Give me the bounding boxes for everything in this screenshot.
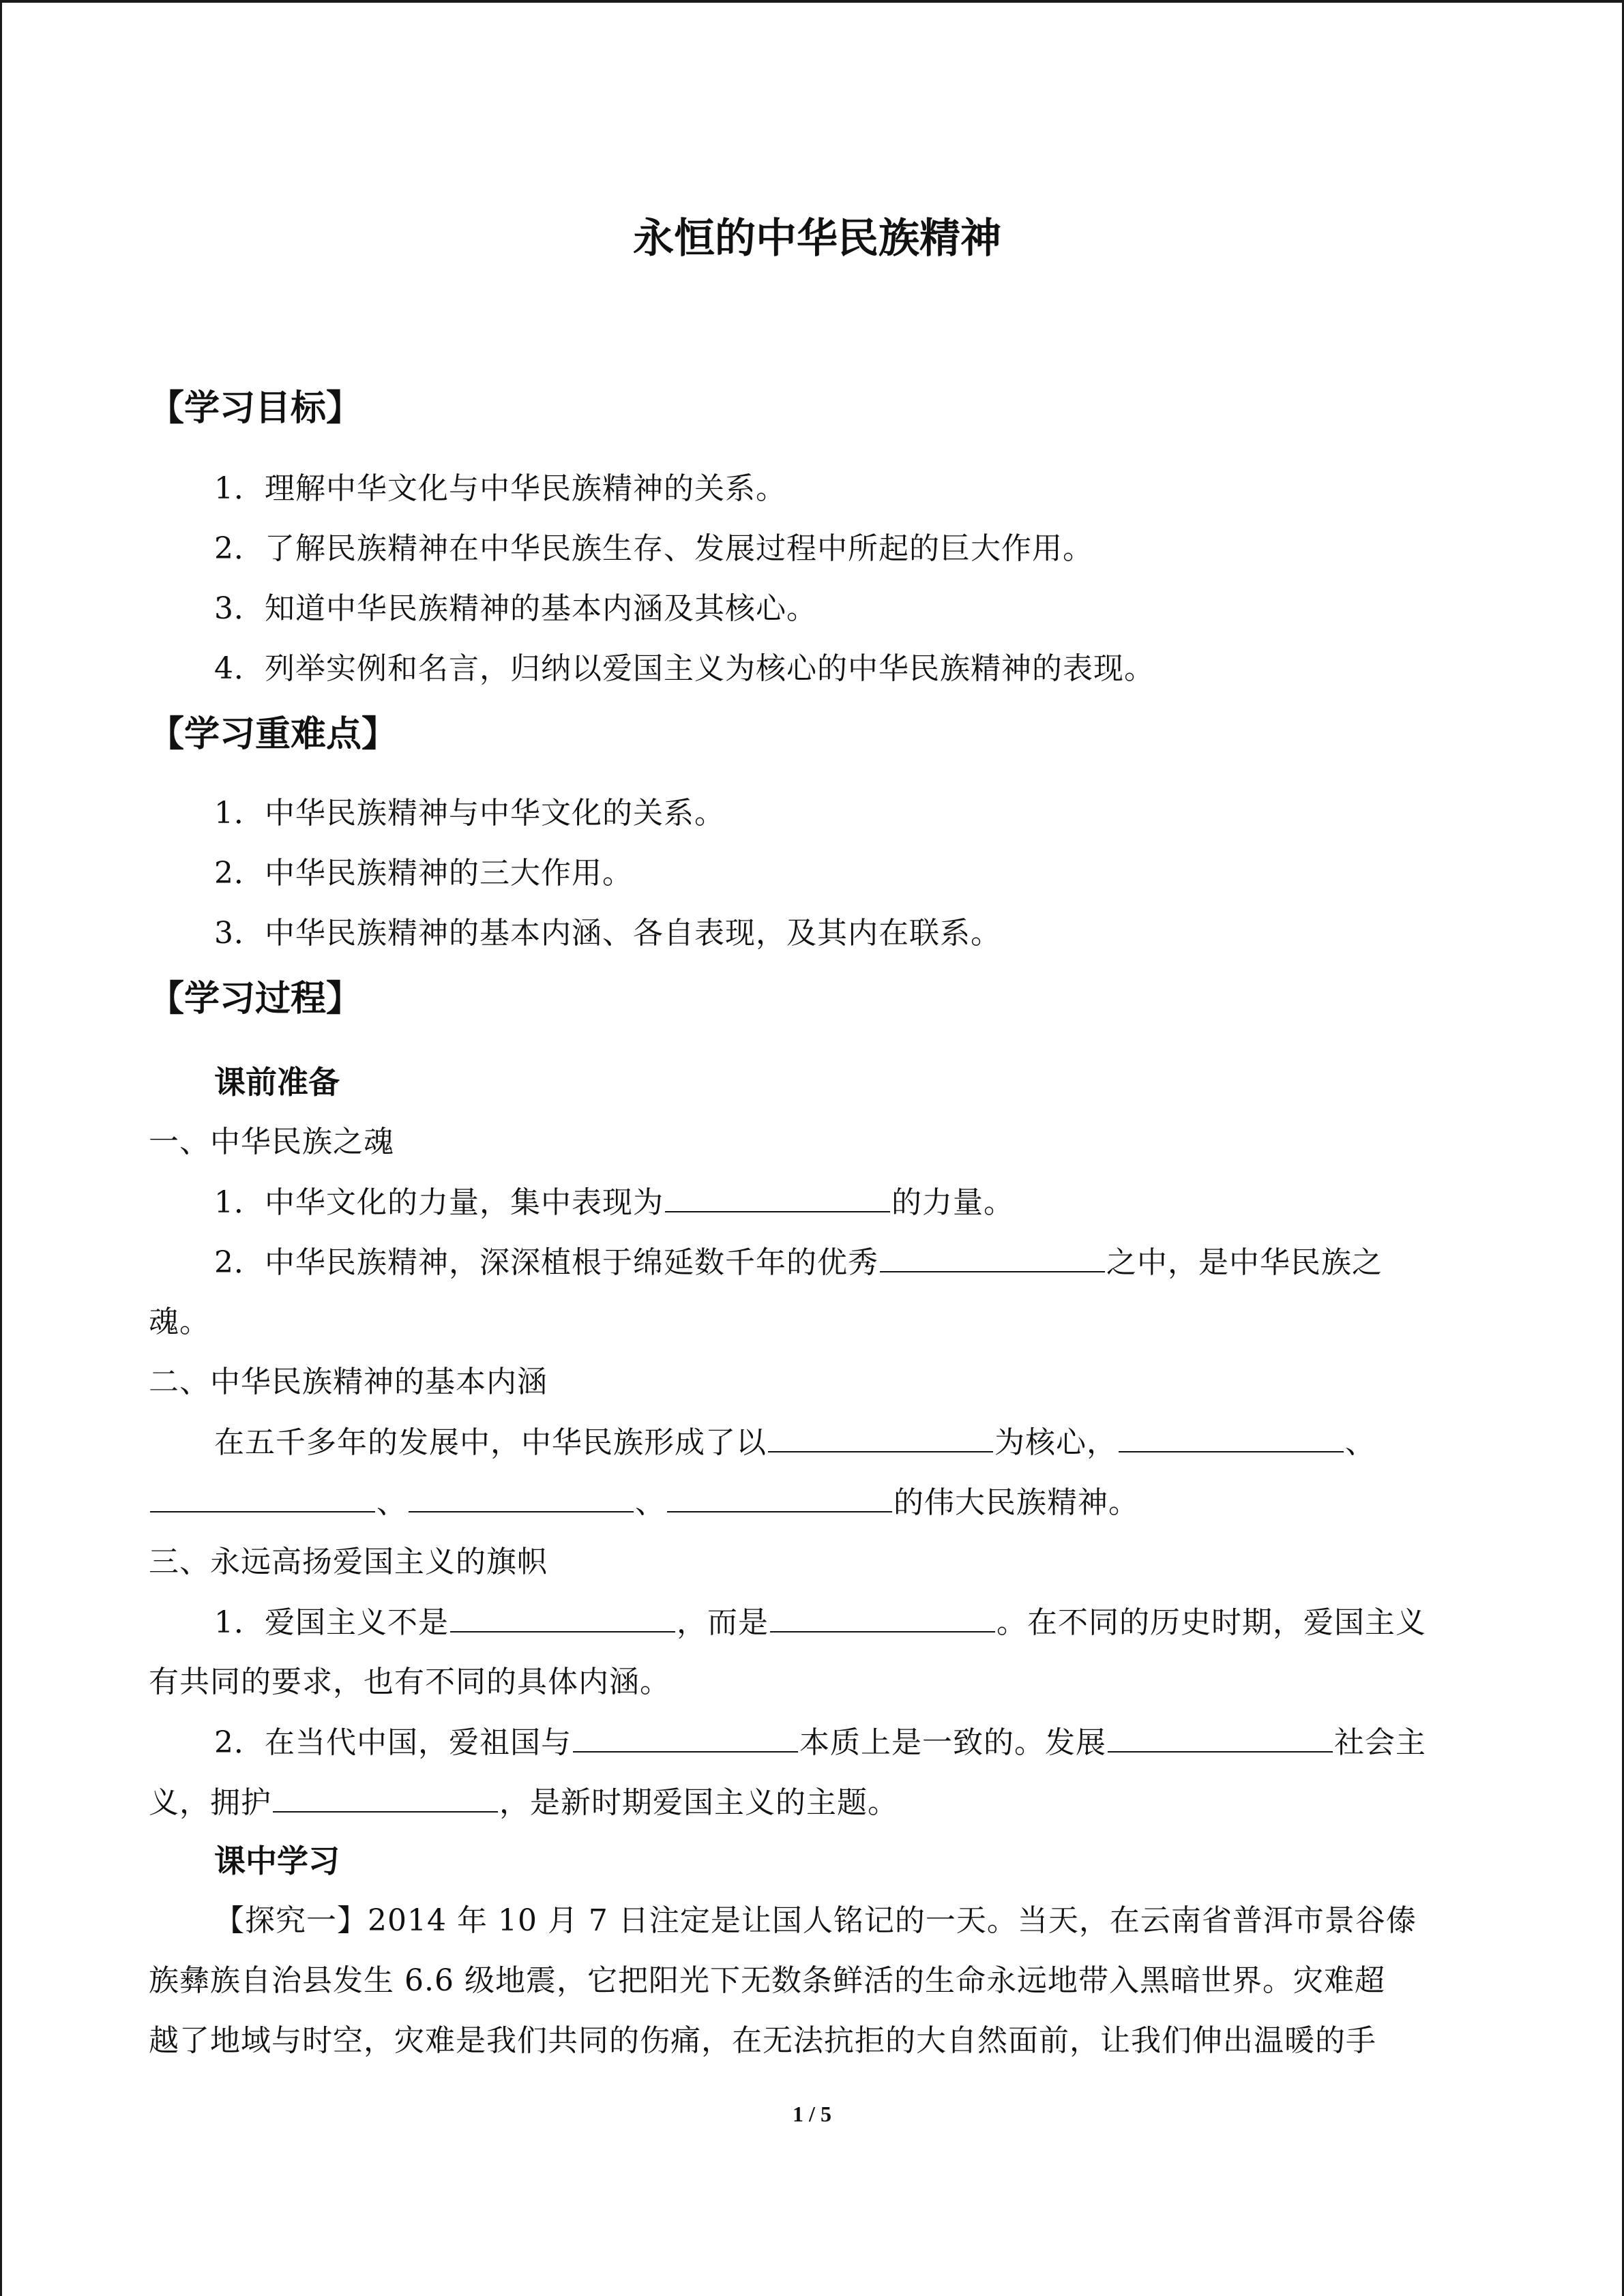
question-text: 本质上是一致的。发展	[799, 1725, 1106, 1760]
objectives-heading: 【学习目标】	[149, 388, 362, 429]
section-title: 二、中华民族精神的基本内涵	[149, 1365, 548, 1399]
question-text: 的伟大民族精神。	[894, 1485, 1139, 1520]
question-text: 、	[635, 1485, 666, 1520]
answer-blank[interactable]	[880, 1241, 1105, 1272]
pre-class-label: 课前准备	[214, 1064, 340, 1101]
objective-item: 3．知道中华民族精神的基本内涵及其核心。	[214, 591, 817, 626]
explore-paragraph-line: 【探究一】2014 年 10 月 7 日注定是让国人铭记的一天。当天，在云南省普洱市景谷傣	[214, 1903, 1417, 1938]
question-continuation: 魂。	[149, 1304, 210, 1339]
answer-blank[interactable]	[450, 1601, 675, 1632]
question-text: ，而是	[677, 1605, 769, 1640]
question-text: 的力量。	[891, 1185, 1014, 1220]
question-text: 2．在当代中国，爱祖国与	[214, 1725, 572, 1760]
page-border-left	[0, 0, 2, 2296]
question-text: 、	[377, 1485, 407, 1520]
in-class-label: 课中学习	[214, 1843, 340, 1879]
answer-blank[interactable]	[409, 1481, 634, 1512]
question-text: 2．中华民族精神，深深植根于绵延数千年的优秀	[214, 1245, 879, 1280]
answer-blank[interactable]	[665, 1181, 890, 1212]
question-text: 在五千多年的发展中，中华民族形成了以	[214, 1425, 767, 1460]
answer-blank[interactable]	[667, 1481, 892, 1512]
question-continuation: 有共同的要求，也有不同的具体内涵。	[149, 1665, 670, 1699]
explore-paragraph-line: 越了地域与时空，灾难是我们共同的伤痛，在无法抗拒的大自然面前，让我们伸出温暖的手	[149, 2023, 1376, 2058]
fill-question	[149, 1181, 1551, 1224]
question-text: 义，拥护	[149, 1785, 271, 1820]
answer-blank[interactable]	[770, 1601, 995, 1632]
key-points-heading: 【学习重难点】	[149, 714, 398, 755]
question-text: 。在不同的历史时期，爱国主义	[996, 1605, 1426, 1640]
document-title: 永恒的中华民族精神	[633, 215, 1001, 263]
answer-blank[interactable]	[150, 1481, 375, 1512]
process-heading: 【学习过程】	[149, 979, 362, 1019]
section-title: 一、中华民族之魂	[149, 1124, 394, 1159]
fill-question	[149, 1781, 1486, 1824]
fill-question	[149, 1421, 1551, 1464]
fill-question	[149, 1601, 1551, 1644]
question-text: 为核心，	[994, 1425, 1117, 1460]
fill-question	[149, 1481, 1486, 1524]
answer-blank[interactable]	[1119, 1421, 1344, 1452]
objective-item: 1．理解中华文化与中华民族精神的关系。	[214, 471, 786, 506]
question-text: 1．中华文化的力量，集中表现为	[214, 1185, 664, 1220]
answer-blank[interactable]	[273, 1781, 498, 1813]
question-text: ，是新时期爱国主义的主题。	[499, 1785, 898, 1820]
question-text: 、	[1345, 1425, 1376, 1460]
key-point-item: 2．中华民族精神的三大作用。	[214, 856, 633, 891]
answer-blank[interactable]	[1108, 1721, 1333, 1753]
objective-item: 2．了解民族精神在中华民族生存、发展过程中所起的巨大作用。	[214, 531, 1093, 566]
answer-blank[interactable]	[573, 1721, 798, 1753]
page-border-top	[0, 0, 1624, 3]
key-point-item: 1．中华民族精神与中华文化的关系。	[214, 796, 725, 831]
question-text: 之中，是中华民族之	[1106, 1245, 1383, 1280]
fill-question	[149, 1241, 1551, 1284]
question-text: 1．爱国主义不是	[214, 1605, 449, 1640]
objective-item: 4．列举实例和名言，归纳以爱国主义为核心的中华民族精神的表现。	[214, 651, 1155, 686]
answer-blank[interactable]	[768, 1421, 993, 1452]
page-number: 1 / 5	[793, 2102, 831, 2126]
section-title: 三、永远高扬爱国主义的旗帜	[149, 1545, 548, 1579]
question-text: 社会主	[1334, 1725, 1426, 1760]
key-point-item: 3．中华民族精神的基本内涵、各自表现，及其内在联系。	[214, 916, 1001, 951]
fill-question	[149, 1721, 1551, 1764]
explore-paragraph-line: 族彝族自治县发生 6.6 级地震，它把阳光下无数条鲜活的生命永远地带入黑暗世界。灾难超	[149, 1963, 1385, 1998]
